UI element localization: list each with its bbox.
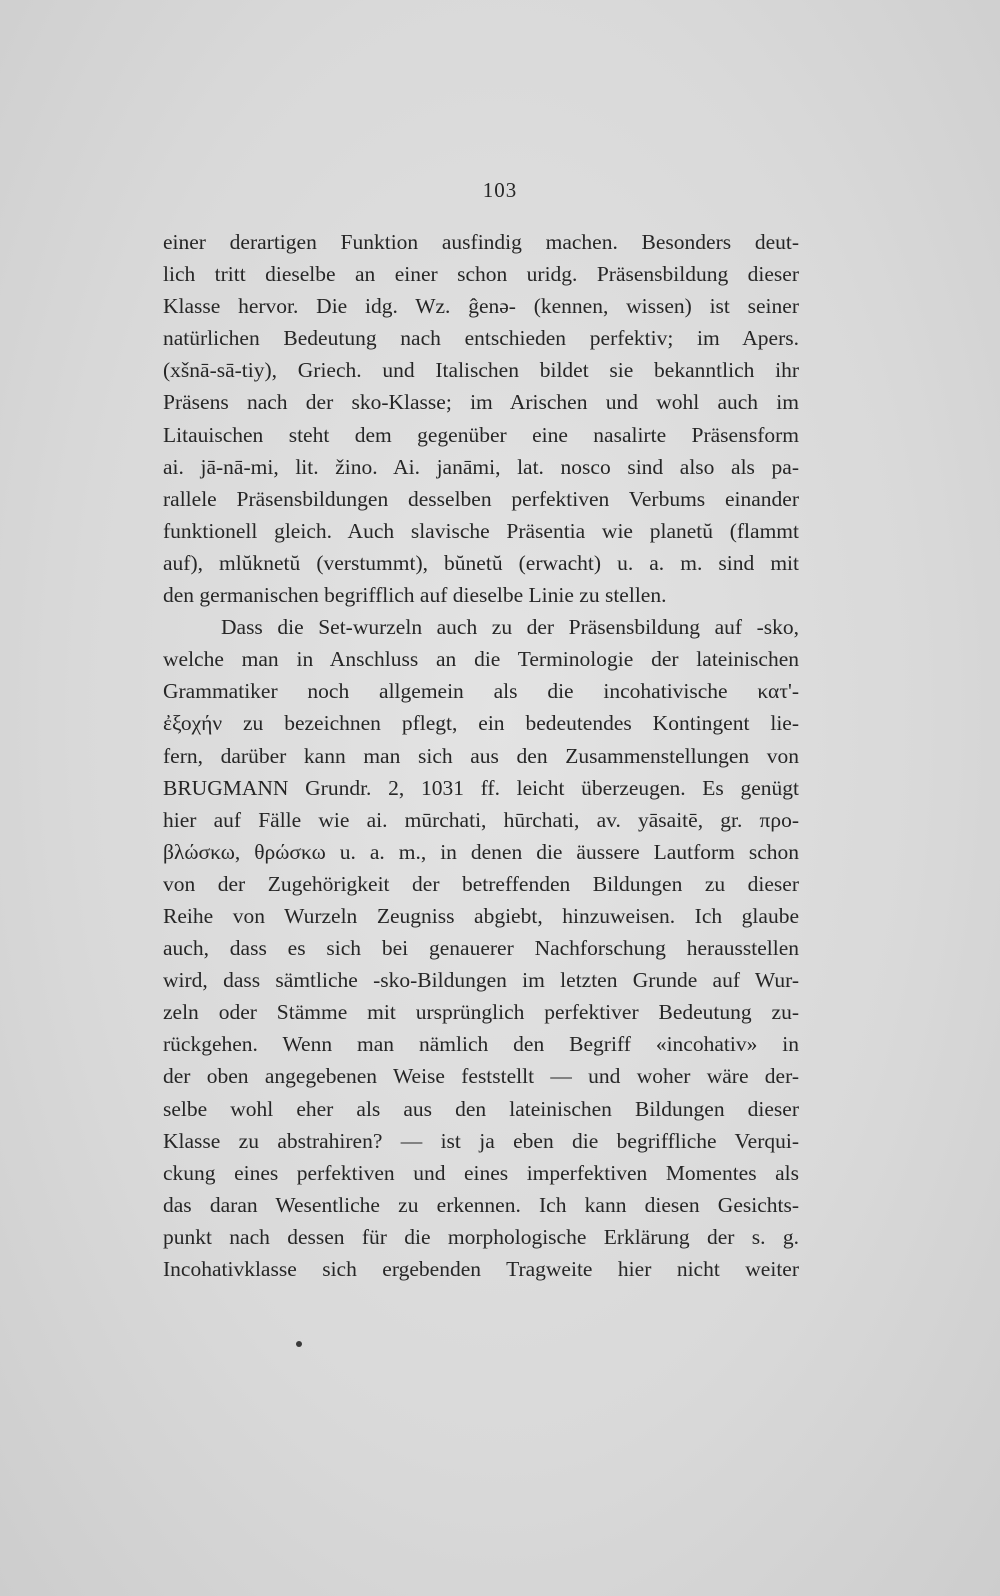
body-text <box>163 226 799 1285</box>
page-number: 103 <box>482 178 518 202</box>
text-line: den germanischen begrifflich auf dieselbe Linie zu stellen. <box>163 583 667 608</box>
text-line: ai. jā-nā-mi, lit. žino. Ai. janāmi, lat. nosco sind also als pa- <box>163 454 799 479</box>
text-line: Reihe von Wurzeln Zeugniss abgiebt, hinzuweisen. Ich glaube <box>163 903 799 928</box>
text-line: ckung eines perfektiven und eines imperfektiven Momentes als <box>163 1160 799 1185</box>
text-line: zeln oder Stämme mit ursprünglich perfektiver Bedeutung zu- <box>163 1000 799 1025</box>
text-line: Dass die Set-wurzeln auch zu der Präsensbildung auf -sko, <box>221 615 799 640</box>
text-line: Klasse zu abstrahiren? — ist ja eben die begriffliche Verqui- <box>163 1128 799 1153</box>
ink-speck <box>296 1341 302 1347</box>
text-line: wird, dass sämtliche -sko-Bildungen im letzten Grunde auf Wur- <box>163 968 799 993</box>
text-line: Grammatiker noch allgemein als die incohativische κατ'- <box>163 679 799 704</box>
text-line: punkt nach dessen für die morphologische Erklärung der s. g. <box>163 1224 799 1249</box>
text-line: Klasse hervor. Die idg. Wz. ĝenə- (kennen, wissen) ist seiner <box>163 294 799 319</box>
text-line: Incohativklasse sich ergebenden Tragweite hier nicht weiter <box>163 1257 799 1281</box>
text-line: BRUGMANN Grundr. 2, 1031 ff. leicht überzeugen. Es genügt <box>163 775 799 800</box>
text-line: rallele Präsensbildungen desselben perfektiven Verbums einander <box>163 486 799 511</box>
text-line: (xšnā-sā-tiy), Griech. und Italischen bildet sie bekanntlich ihr <box>163 358 799 383</box>
text-line: Litauischen steht dem gegenüber eine nasalirte Präsensform <box>163 422 799 447</box>
text-line: einer derartigen Funktion ausfindig machen. Besonders deut- <box>163 230 799 254</box>
text-line: fern, darüber kann man sich aus den Zusammenstellungen von <box>163 743 799 768</box>
text-line: lich tritt dieselbe an einer schon uridg. Präsensbildung dieser <box>163 262 799 287</box>
text-line: ἐξοχήν zu bezeichnen pflegt, ein bedeutendes Kontingent lie- <box>163 711 799 736</box>
text-line: welche man in Anschluss an die Terminologie der lateinischen <box>163 647 799 672</box>
text-line: selbe wohl eher als aus den lateinischen Bildungen dieser <box>163 1096 799 1121</box>
text-line: rückgehen. Wenn man nämlich den Begriff «incohativ» in <box>163 1032 799 1057</box>
text-line: auch, dass es sich bei genauerer Nachforschung herausstellen <box>163 936 799 961</box>
text-line: der oben angegebenen Weise feststellt — und woher wäre der- <box>163 1064 799 1089</box>
text-line: funktionell gleich. Auch slavische Präsentia wie planetŭ (flammt <box>163 518 799 543</box>
text-line: natürlichen Bedeutung nach entschieden perfektiv; im Apers. <box>163 326 799 351</box>
text-line: hier auf Fälle wie ai. mūrchati, hūrchati, av. yāsaitē, gr. προ- <box>163 807 799 832</box>
text-line: von der Zugehörigkeit der betreffenden Bildungen zu dieser <box>163 871 799 896</box>
text-line: das daran Wesentliche zu erkennen. Ich kann diesen Gesichts- <box>163 1192 799 1217</box>
text-line: auf), mlŭknetŭ (verstummt), bŭnetŭ (erwacht) u. a. m. sind mit <box>163 550 799 575</box>
text-line: βλώσκω, θρώσκω u. a. m., in denen die äussere Lautform schon <box>163 839 799 864</box>
text-line: Präsens nach der sko-Klasse; im Arischen und wohl auch im <box>163 390 799 415</box>
